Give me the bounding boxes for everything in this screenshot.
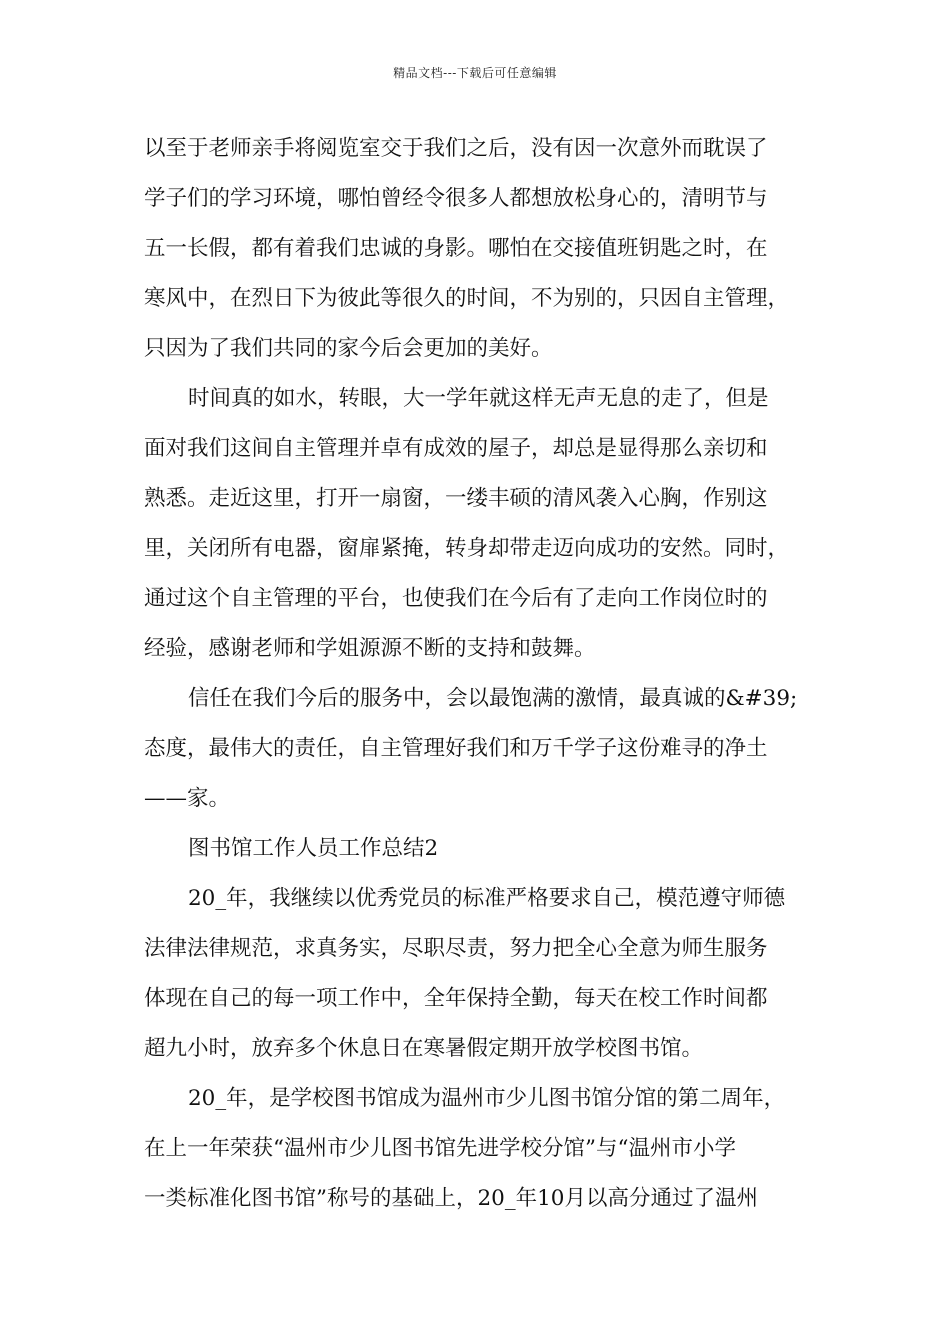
text-line: 面对我们这间自主管理并卓有成效的屋子，却总是显得那么亲切和 [144,436,768,461]
text-line: 超九小时，放弃多个休息日在寒暑假定期开放学校图书馆。 [144,1036,704,1061]
text-line: 通过这个自主管理的平台，也使我们在今后有了走向工作岗位时的 [144,586,768,611]
text-line: ——家。 [144,786,231,811]
text-line: 寒风中，在烈日下为彼此等很久的时间，不为别的，只因自主管理， [144,286,790,311]
text-line: 熟悉。走近这里，打开一扇窗，一缕丰硕的清风袭入心胸，作别这 [144,486,768,511]
text-line: 在上一年荣获“温州市少儿图书馆先进学校分馆”与“温州市小学 [144,1136,736,1161]
text-line: 五一长假，都有着我们忠诚的身影。哪怕在交接值班钥匙之时，在 [144,236,768,261]
text-line: 20_年，我继续以优秀党员的标准严格要求自己，模范遵守师德 [188,886,786,911]
text-line: 法律法律规范，求真务实，尽职尽责，努力把全心全意为师生服务 [144,936,768,961]
text-line: 一类标准化图书馆”称号的基础上，20_年10月以高分通过了温州 [144,1186,758,1211]
text-line: 时间真的如水，转眼，大一学年就这样无声无息的走了，但是 [188,386,769,411]
text-line: 以至于老师亲手将阅览室交于我们之后，没有因一次意外而耽误了 [144,136,768,161]
text-line: 20_年，是学校图书馆成为温州市少儿图书馆分馆的第二周年， [188,1086,786,1111]
text-line: 经验，感谢老师和学姐源源不断的支持和鼓舞。 [144,636,596,661]
text-line: 学子们的学习环境，哪怕曾经令很多人都想放松身心的，清明节与 [144,186,768,211]
page-header: 精品文档---下载后可任意编辑 [393,66,557,80]
text-line: 信任在我们今后的服务中，会以最饱满的激情，最真诚的&#39; [188,686,798,711]
text-line: 体现在自己的每一项工作中，全年保持全勤，每天在校工作时间都 [144,986,768,1011]
text-line: 只因为了我们共同的家今后会更加的美好。 [144,336,553,361]
text-line: 图书馆工作人员工作总结2 [188,836,439,861]
text-line: 里，关闭所有电器，窗扉紧掩，转身却带走迈向成功的安然。同时， [144,536,790,561]
text-line: 态度，最伟大的责任，自主管理好我们和万千学子这份难寻的净土 [144,736,768,761]
document-body [144,124,816,1224]
